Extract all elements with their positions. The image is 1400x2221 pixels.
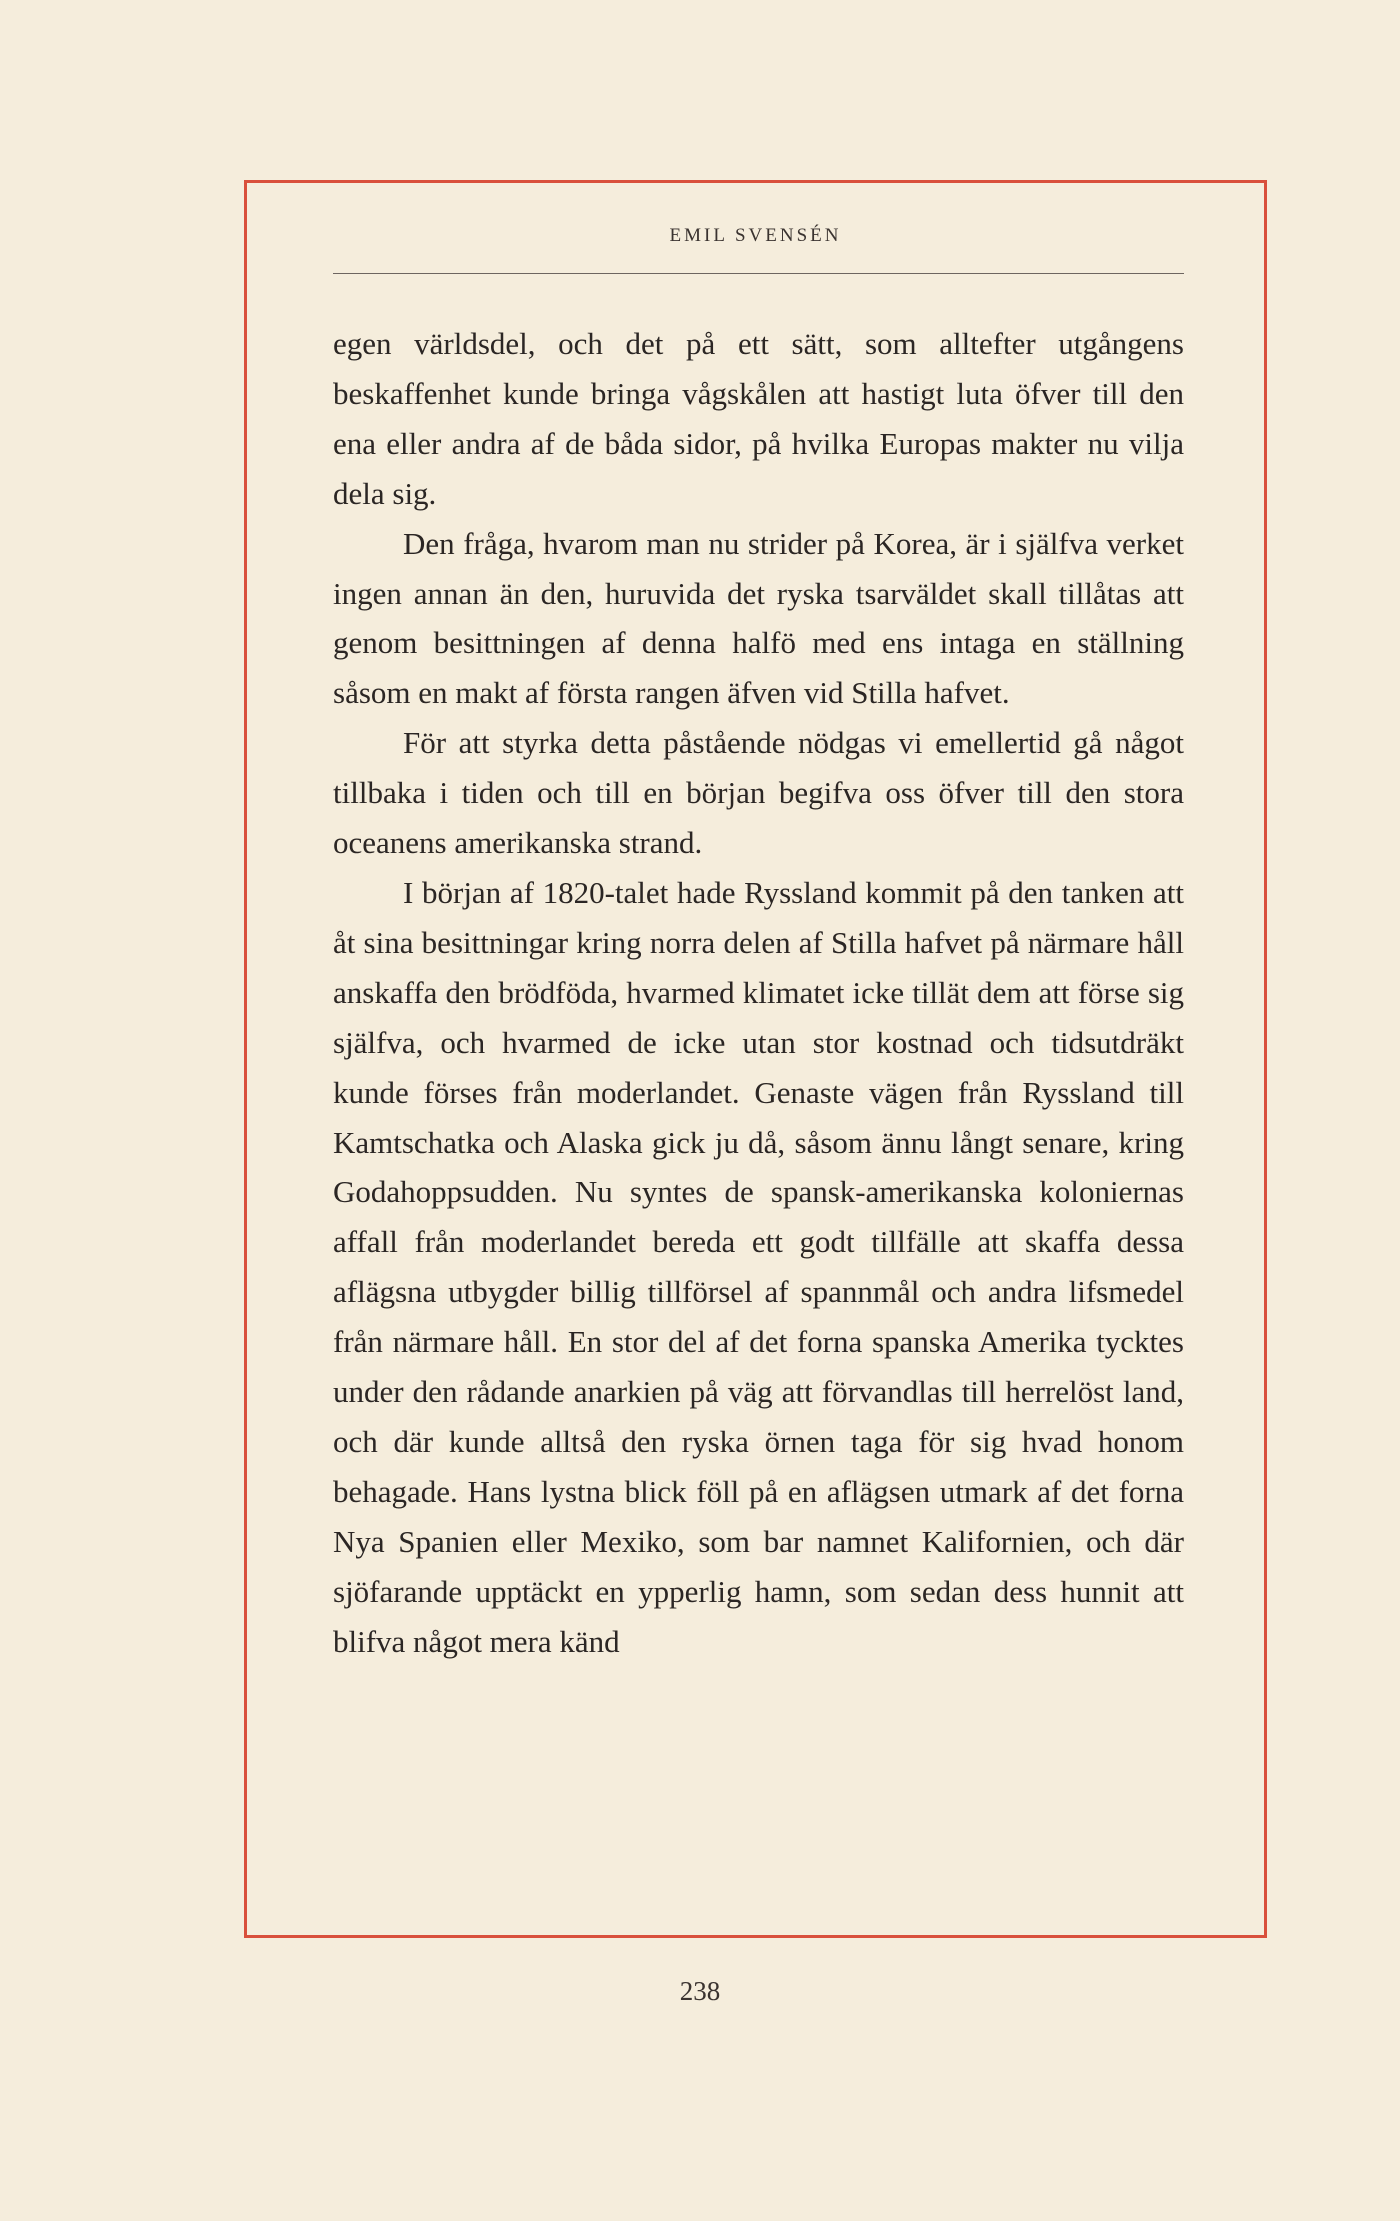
paragraph: Den fråga, hvarom man nu strider på Korea, är i själfva verket ingen annan än den, huruvida det ryska tsarväldet skall tillåtas att genom besittningen af denna halfö med ens intaga en ställning såsom en makt af första rangen äfven vid Stilla hafvet. <box>333 525 1184 711</box>
body-text <box>333 319 1184 1666</box>
header-rule <box>333 273 1184 274</box>
page-number: 238 <box>679 1976 721 2006</box>
paragraph: I början af 1820-talet hade Ryssland kommit på den tanken att åt sina besittningar kring norra delen af Stilla hafvet på närmare håll anskaffa den brödföda, hvarmed klimatet icke tillät dem att förse sig själfva, och hvarmed de icke utan stor kostnad och tidsutdräkt kunde förses från moderlandet. Genaste vägen från Ryssland till Kamtschatka och Alaska gick ju då, såsom ännu långt senare, kring Godahoppsudden. Nu syntes de spansk-amerikanska koloniernas affall från moderlandet bereda ett godt tillfälle att skaffa dessa aflägsna utbygder billig tillförsel af spannmål och andra lifsmedel från närmare håll. En stor del af det forna spanska Amerika tycktes under den rådande anarkien på väg att förvandlas till herrelöst land, och där kunde alltså den ryska örnen taga för sig hvad honom behagade. Hans lystna blick föll på en aflägsen utmark af det forna Nya Spanien eller Mexiko, som bar namnet Kalifornien, och där sjöfarande upptäckt en ypperlig hamn, som sedan dess hunnit att blifva något mera känd <box>333 874 1184 1659</box>
page-frame <box>244 180 1267 1938</box>
running-head: EMIL SVENSÉN <box>669 225 842 246</box>
paragraph: För att styrka detta påstående nödgas vi emellertid gå något tillbaka i tiden och till en början begifva oss öfver till den stora oceanens amerikanska strand. <box>333 725 1184 861</box>
paragraph: egen världsdel, och det på ett sätt, som alltefter utgångens beskaffenhet kunde bringa vågskålen att hastigt luta öfver till den ena eller andra af de båda sidor, på hvilka Europas makter nu vilja dela sig. <box>333 326 1184 511</box>
